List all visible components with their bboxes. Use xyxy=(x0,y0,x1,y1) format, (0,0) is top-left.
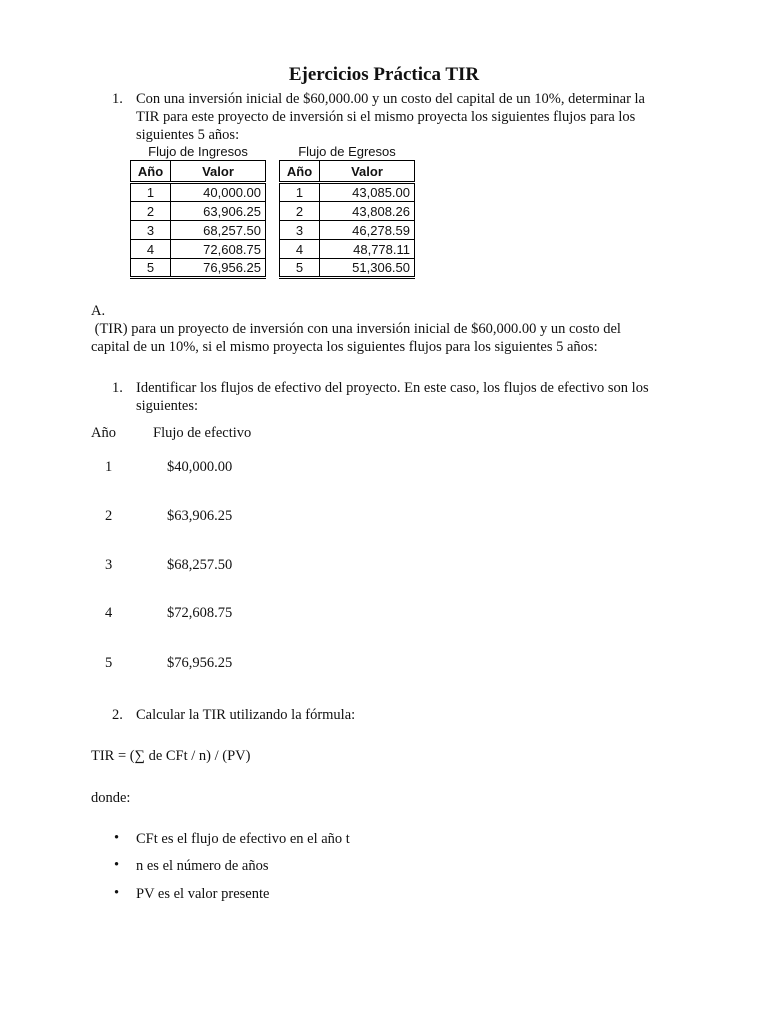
bullet-item: n es el número de años xyxy=(136,858,269,874)
cash-flow-year: 1 xyxy=(105,459,113,475)
ingresos-value: 63,906.25 xyxy=(171,202,266,221)
table-row xyxy=(131,221,266,240)
problem-line-1: Con una inversión inicial de $60,000.00 y un costo del capital de un 10%, determinar la xyxy=(136,91,645,107)
ingresos-year: 5 xyxy=(131,259,171,278)
cash-flow-value: $63,906.25 xyxy=(167,508,233,524)
egresos-header-year: Año xyxy=(280,161,320,183)
table-row xyxy=(131,240,266,259)
table-row xyxy=(280,259,415,278)
egresos-value: 48,778.11 xyxy=(320,240,415,259)
ingresos-value: 72,608.75 xyxy=(171,240,266,259)
table-row xyxy=(280,221,415,240)
cash-flow-year: 3 xyxy=(105,557,113,573)
step2-text: Calcular la TIR utilizando la fórmula: xyxy=(136,707,356,723)
table-row xyxy=(280,240,415,259)
table-row xyxy=(280,202,415,221)
egresos-header-value: Valor xyxy=(320,161,415,183)
ingresos-header-row xyxy=(131,161,266,183)
donde-label: donde: xyxy=(91,790,131,806)
bullet-dot-icon: • xyxy=(114,857,120,873)
table-row xyxy=(131,183,266,202)
table-row xyxy=(131,202,266,221)
bullet-dot-icon: • xyxy=(114,830,120,846)
ingresos-year: 2 xyxy=(131,202,171,221)
egresos-caption: Flujo de Egresos xyxy=(298,144,396,159)
cash-flow-value: $68,257.50 xyxy=(167,557,233,573)
answer-intro-line-1: (TIR) para un proyecto de inversión con una inversión inicial de $60,000.00 y un costo del xyxy=(91,321,621,337)
egresos-value: 51,306.50 xyxy=(320,259,415,278)
cash-flow-header-flow: Flujo de efectivo xyxy=(153,425,252,441)
problem-line-2: TIR para este proyecto de inversión si el mismo proyecta los siguientes flujos para los xyxy=(136,109,636,125)
ingresos-value: 40,000.00 xyxy=(171,183,266,202)
egresos-year: 4 xyxy=(280,240,320,259)
ingresos-year: 3 xyxy=(131,221,171,240)
cash-flow-year: 4 xyxy=(105,605,113,621)
bullet-dot-icon: • xyxy=(114,885,120,901)
egresos-value: 46,278.59 xyxy=(320,221,415,240)
egresos-year: 1 xyxy=(280,183,320,202)
problem-number: 1. xyxy=(112,91,123,107)
cash-flow-year: 5 xyxy=(105,655,113,671)
answer-label: A. xyxy=(91,303,106,319)
step1-line-2: siguientes: xyxy=(136,398,199,414)
egresos-year: 2 xyxy=(280,202,320,221)
ingresos-header-year: Año xyxy=(131,161,171,183)
step2-number: 2. xyxy=(112,707,123,723)
ingresos-year: 1 xyxy=(131,183,171,202)
table-row xyxy=(131,259,266,278)
cash-flow-value: $72,608.75 xyxy=(167,605,233,621)
egresos-year: 5 xyxy=(280,259,320,278)
cash-flow-value: $76,956.25 xyxy=(167,655,233,671)
bullet-item: CFt es el flujo de efectivo en el año t xyxy=(136,831,350,847)
egresos-header-row xyxy=(280,161,415,183)
egresos-table xyxy=(279,160,415,279)
cash-flow-header-year: Año xyxy=(91,425,116,441)
step1-line-1: Identificar los flujos de efectivo del proyecto. En este caso, los flujos de efectivo son los xyxy=(136,380,649,396)
cash-flow-year: 2 xyxy=(105,508,113,524)
ingresos-table xyxy=(130,160,266,279)
egresos-year: 3 xyxy=(280,221,320,240)
egresos-value: 43,808.26 xyxy=(320,202,415,221)
ingresos-header-value: Valor xyxy=(171,161,266,183)
problem-line-3: siguientes 5 años: xyxy=(136,127,240,143)
table-row xyxy=(280,183,415,202)
answer-intro-line-2: capital de un 10%, si el mismo proyecta los siguientes flujos para los siguientes 5 años: xyxy=(91,339,598,355)
step1-number: 1. xyxy=(112,380,123,396)
cash-flow-value: $40,000.00 xyxy=(167,459,233,475)
bullet-item: PV es el valor presente xyxy=(136,886,270,902)
page-title: Ejercicios Práctica TIR xyxy=(288,64,480,85)
ingresos-year: 4 xyxy=(131,240,171,259)
ingresos-value: 76,956.25 xyxy=(171,259,266,278)
egresos-value: 43,085.00 xyxy=(320,183,415,202)
ingresos-value: 68,257.50 xyxy=(171,221,266,240)
ingresos-caption: Flujo de Ingresos xyxy=(148,144,248,159)
formula: TIR = (∑ de CFt / n) / (PV) xyxy=(91,748,251,764)
